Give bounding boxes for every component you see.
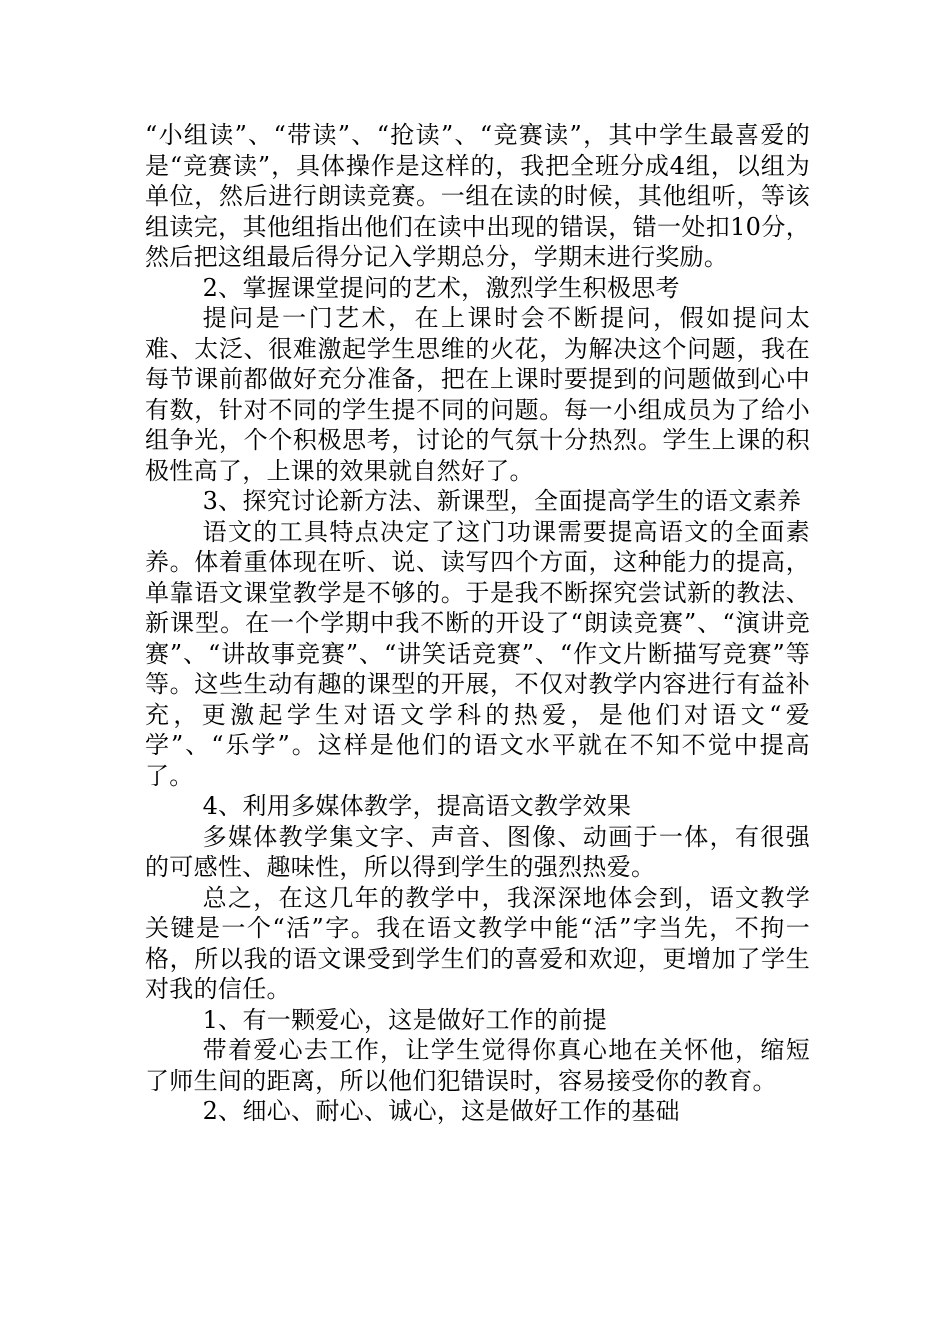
paragraph-reading-methods: “小组读”、“带读”、“抢读”、“竞赛读”，其中学生最喜爱的是“竞赛读”，具体操作是这样的，我把全班分成4组，以组为单位，然后进行朗读竞赛。一组在读的时候，其他组听，等该组读完，其他组指出他们在读中出现的错误，错一处扣10分，然后把这组最后得分记入学期总分，学期末进行奖励。 — [145, 121, 810, 271]
document-page — [145, 120, 810, 1127]
paragraph-new-methods: 语文的工具特点决定了这门功课需要提高语文的全面素养。体着重体现在听、说、读写四个方面，这种能力的提高，单靠语文课堂教学是不够的。于是我不断探究尝试新的教法、新课型。在一个学期中我不断的开设了“朗读竞赛”、“演讲竞赛”、“讲故事竞赛”、“讲笑话竞赛”、“作文片断描写竞赛”等等。这些生动有趣的课型的开展，不仅对教学内容进行有益补充，更激起学生对语文学科的热爱，是他们对语文“爱学”、“乐学”。这样是他们的语文水平就在不知不觉中提高了。 — [145, 517, 810, 790]
paragraph-questioning: 提问是一门艺术，在上课时会不断提问，假如提问太难、太泛、很难激起学生思维的火花，为解决这个问题，我在每节课前都做好充分准备，把在上课时要提到的问题做到心中有数，针对不同的学生提不同的问题。每一小组成员为了给小组争光，个个积极思考，讨论的气氛十分热烈。学生上课的积极性高了，上课的效果就自然好了。 — [145, 304, 810, 485]
section-heading-multimedia: 4、利用多媒体教学，提高语文教学效果 — [202, 792, 632, 820]
section-heading-questioning: 2、掌握课堂提问的艺术，激烈学生积极思考 — [202, 273, 680, 302]
section-heading-patience: 2、细心、耐心、诚心，这是做好工作的基础 — [202, 1097, 680, 1125]
paragraph-summary: 总之，在这几年的教学中，我深深地体会到，语文教学关键是一个“活”字。我在语文教学中能“活”字当先，不拘一格，所以我的语文课受到学生们的喜爱和欢迎，更增加了学生对我的信任。 — [145, 883, 810, 1003]
section-heading-love: 1、有一颗爱心，这是做好工作的前提 — [202, 1005, 607, 1034]
paragraph-love: 带着爱心去工作，让学生觉得你真心地在关怀他，缩短了师生间的距离，所以他们犯错误时，容易接受你的教育。 — [145, 1036, 810, 1095]
paragraph-multimedia: 多媒体教学集文字、声音、图像、动画于一体，有很强的可感性、趣味性，所以得到学生的强烈热爱。 — [145, 822, 810, 881]
section-heading-new-methods: 3、探究讨论新方法、新课型，全面提高学生的语文素养 — [202, 487, 802, 515]
